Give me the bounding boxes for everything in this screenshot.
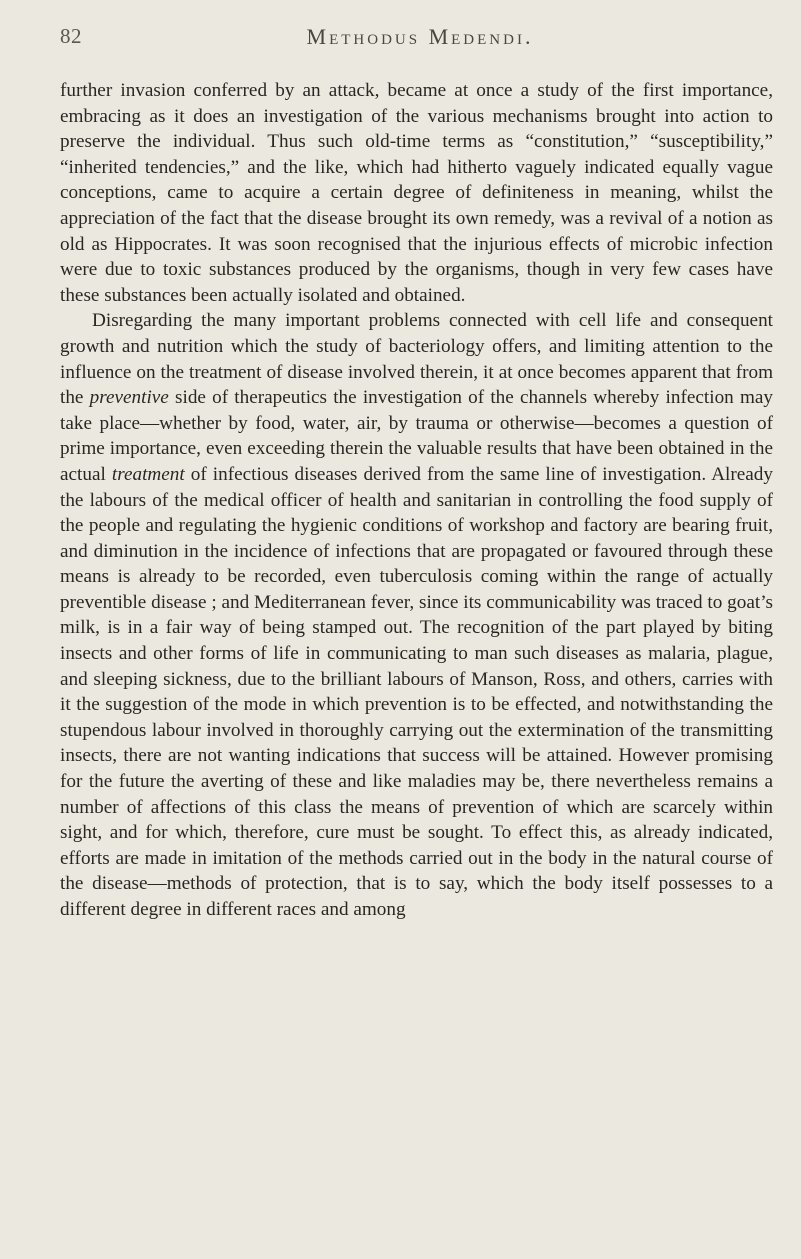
paragraph-2-text-3: of infectious diseases derived from the same line of investigation. Already the labours of the medical officer of health and sanitarian in controlling the food supply of the people and regulating the hygienic conditions of workshop and factory are bearing fruit, and diminution in the incidence of infections that are propagated or favoured through these means is already to be recorded, even tuberculosis coming within the range of actually preventible disease ; and Mediterranean fever, since its communicability was traced to goat’s milk, is in a fair way of being stamped out. The recognition of the part played by biting insects and other forms of life in communicating to man such diseases as malaria, plague, and sleeping sickness, due to the brilliant labours of Manson, Ross, and others, carries with it the suggestion of the mode in which prevention is to be effected, and notwithstanding the stupendous labour involved in thoroughly carrying out the extermination of the transmitting insects, there are not wanting indications that success will be attained. However promising for the future the averting of these and like maladies may be, there nevertheless remains a number of affections of this class the means of prevention of which are scarcely within sight, and for which, therefore, cure must be sought. To effect this, as already indicated, efforts are made in imitation of the methods carried out in the body in the natural course of the disease—methods of protection, that is to say, which the body itself possesses to a different degree in different races and among bbox=[60, 463, 773, 920]
emphasis-treatment: treatment bbox=[111, 463, 185, 485]
running-title: Methodus Medendi. bbox=[306, 24, 534, 49]
emphasis-preventive: preventive bbox=[89, 387, 169, 409]
page-header bbox=[60, 24, 780, 58]
paragraph-2 bbox=[60, 308, 773, 922]
body-text bbox=[60, 78, 773, 923]
paragraph-2-text-2: side of therapeutics the investigation of the channels whereby infection may take place—whether by food, water, air, by trauma or otherwise—becomes a question of prime importance, even exceeding therein the valuable results that have been obtained in the actual bbox=[60, 387, 773, 485]
paragraph-2-text-1: Disregarding the many important problems connected with cell life and consequent growth and nutrition which the study of bacteriology offers, and limiting attention to the influence on the treatment of disease involved therein, it at once becomes apparent that from the bbox=[60, 310, 773, 409]
page-number: 82 bbox=[60, 24, 82, 48]
paragraph-1: further invasion conferred by an attack, became at once a study of the first importance, embracing as it does an investigation of the various mechanisms brought into action to preserve the individual. Thus such old-time terms as “constitution,” “susceptibility,” “inherited tendencies,” and the like, which had hitherto vaguely indicated equally vague conceptions, came to acquire a certain degree of definiteness in meaning, whilst the appreciation of the fact that the disease brought its own remedy, was a revival of a notion as old as Hippocrates. It was soon recognised that the injurious effects of microbic infection were due to toxic substances produced by the organisms, though in very few cases have these substances been actually isolated and obtained. bbox=[60, 80, 773, 306]
